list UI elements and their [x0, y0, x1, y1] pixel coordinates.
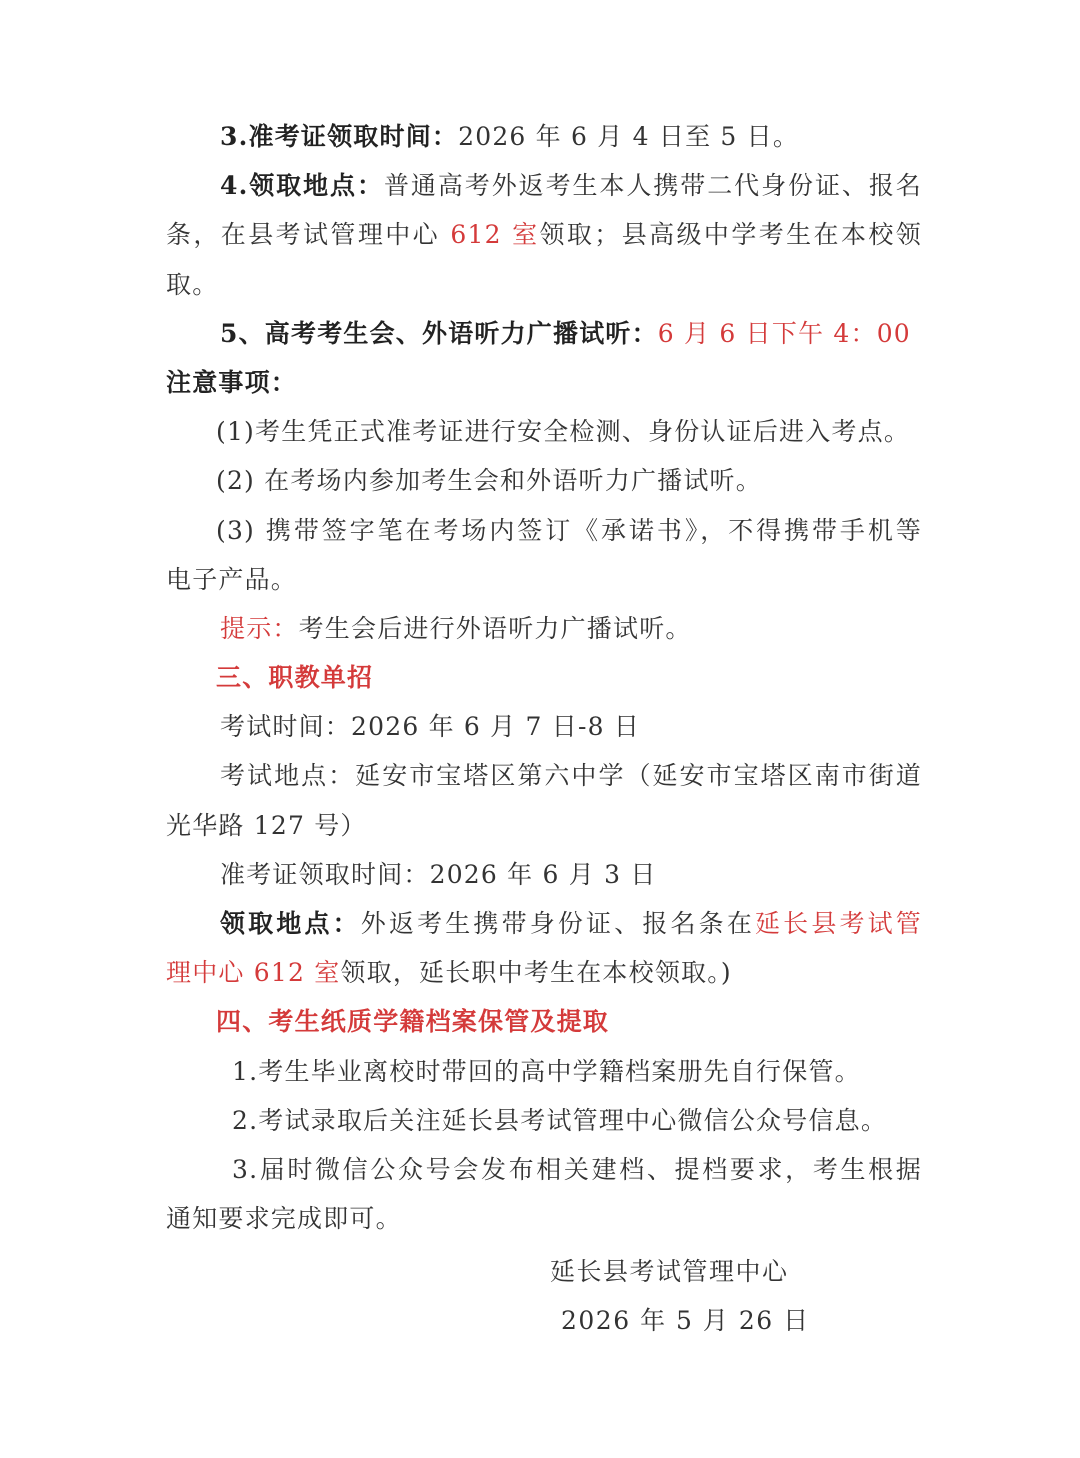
section-4-item-3-line-1: 3.届时微信公众号会发布相关建档、提档要求，考生根据 [232, 1154, 922, 1184]
section-3-pickup-line-2 [166, 948, 922, 997]
item-4-text-2a: 条，在县考试管理中心 [166, 220, 451, 250]
item-5-briefing [166, 309, 922, 358]
item-3-ticket-time [166, 112, 922, 161]
section-4-item-1: 1.考生毕业离校时带回的高中学籍档案册先自行保管。 [232, 1056, 861, 1086]
section-4-title: 四、考生纸质学籍档案保管及提取 [216, 1007, 610, 1037]
tip [166, 604, 922, 653]
section-3-pickup-label: 领取地点： [220, 909, 361, 938]
tip-text: 考生会后进行外语听力广播试听。 [298, 613, 692, 643]
section-3-pickup-text-2: 领取，延长职中考生在本校领取。) [340, 958, 732, 988]
item-3-text: 2026 年 6 月 4 日至 5 日。 [458, 122, 800, 151]
item-4-text-1: 普通高考外返考生本人携带二代身份证、报名 [383, 171, 922, 201]
note-1: (1)考生凭正式准考证进行安全检测、身份认证后进入考点。 [216, 417, 911, 447]
section-3-pickup-line-1 [166, 899, 922, 948]
notes-title: 注意事项： [166, 367, 298, 397]
item-4-text-3: 取。 [166, 269, 219, 299]
section-3-exam-time: 考试时间：2026 年 6 月 7 日-8 日 [220, 712, 641, 742]
section-4-item-2: 2.考试录取后关注延长县考试管理中心微信公众号信息。 [232, 1105, 888, 1135]
section-3-pickup-text-1: 外返考生携带身份证、报名条在 [360, 909, 755, 938]
section-3-place-line-2: 光华路 127 号） [166, 810, 367, 840]
item-4-label: 4.领取地点： [220, 171, 384, 201]
item-5-label: 5、高考考生会、外语听力广播试听： [220, 318, 658, 348]
signature-date: 2026 年 5 月 26 日 [561, 1306, 810, 1335]
section-3-ticket-time: 准考证领取时间：2026 年 6 月 3 日 [220, 859, 657, 889]
item-4-line-3 [166, 260, 922, 309]
item-4-line-2 [166, 210, 922, 259]
tip-label: 提示： [220, 613, 299, 643]
section-3-pickup-red-2: 理中心 612 室 [166, 958, 341, 988]
section-4-item-3-line-2: 通知要求完成即可。 [166, 1204, 402, 1234]
note-2: (2) 在考场内参加考生会和外语听力广播试听。 [216, 466, 762, 496]
item-4-line-1 [166, 161, 922, 210]
section-3-title: 三、职教单招 [216, 663, 374, 693]
notice-body [166, 112, 922, 1243]
item-5-time: 6 月 6 日下午 4：00 [657, 318, 911, 348]
note-3-line-1: (3) 携带签字笔在考场内签订《承诺书》，不得携带手机等 [216, 515, 922, 545]
item-4-room: 612 室 [450, 220, 540, 250]
section-3-place-line-1: 考试地点：延安市宝塔区第六中学（延安市宝塔区南市街道 [220, 761, 922, 791]
item-4-text-2b: 领取；县高级中学考生在本校领 [539, 220, 922, 250]
note-3-line-2: 电子产品。 [166, 564, 298, 594]
item-3-label: 3.准考证领取时间： [220, 122, 459, 151]
section-3-pickup-red-1: 延长县考试管 [755, 909, 922, 938]
signature-org: 延长县考试管理中心 [550, 1257, 789, 1286]
